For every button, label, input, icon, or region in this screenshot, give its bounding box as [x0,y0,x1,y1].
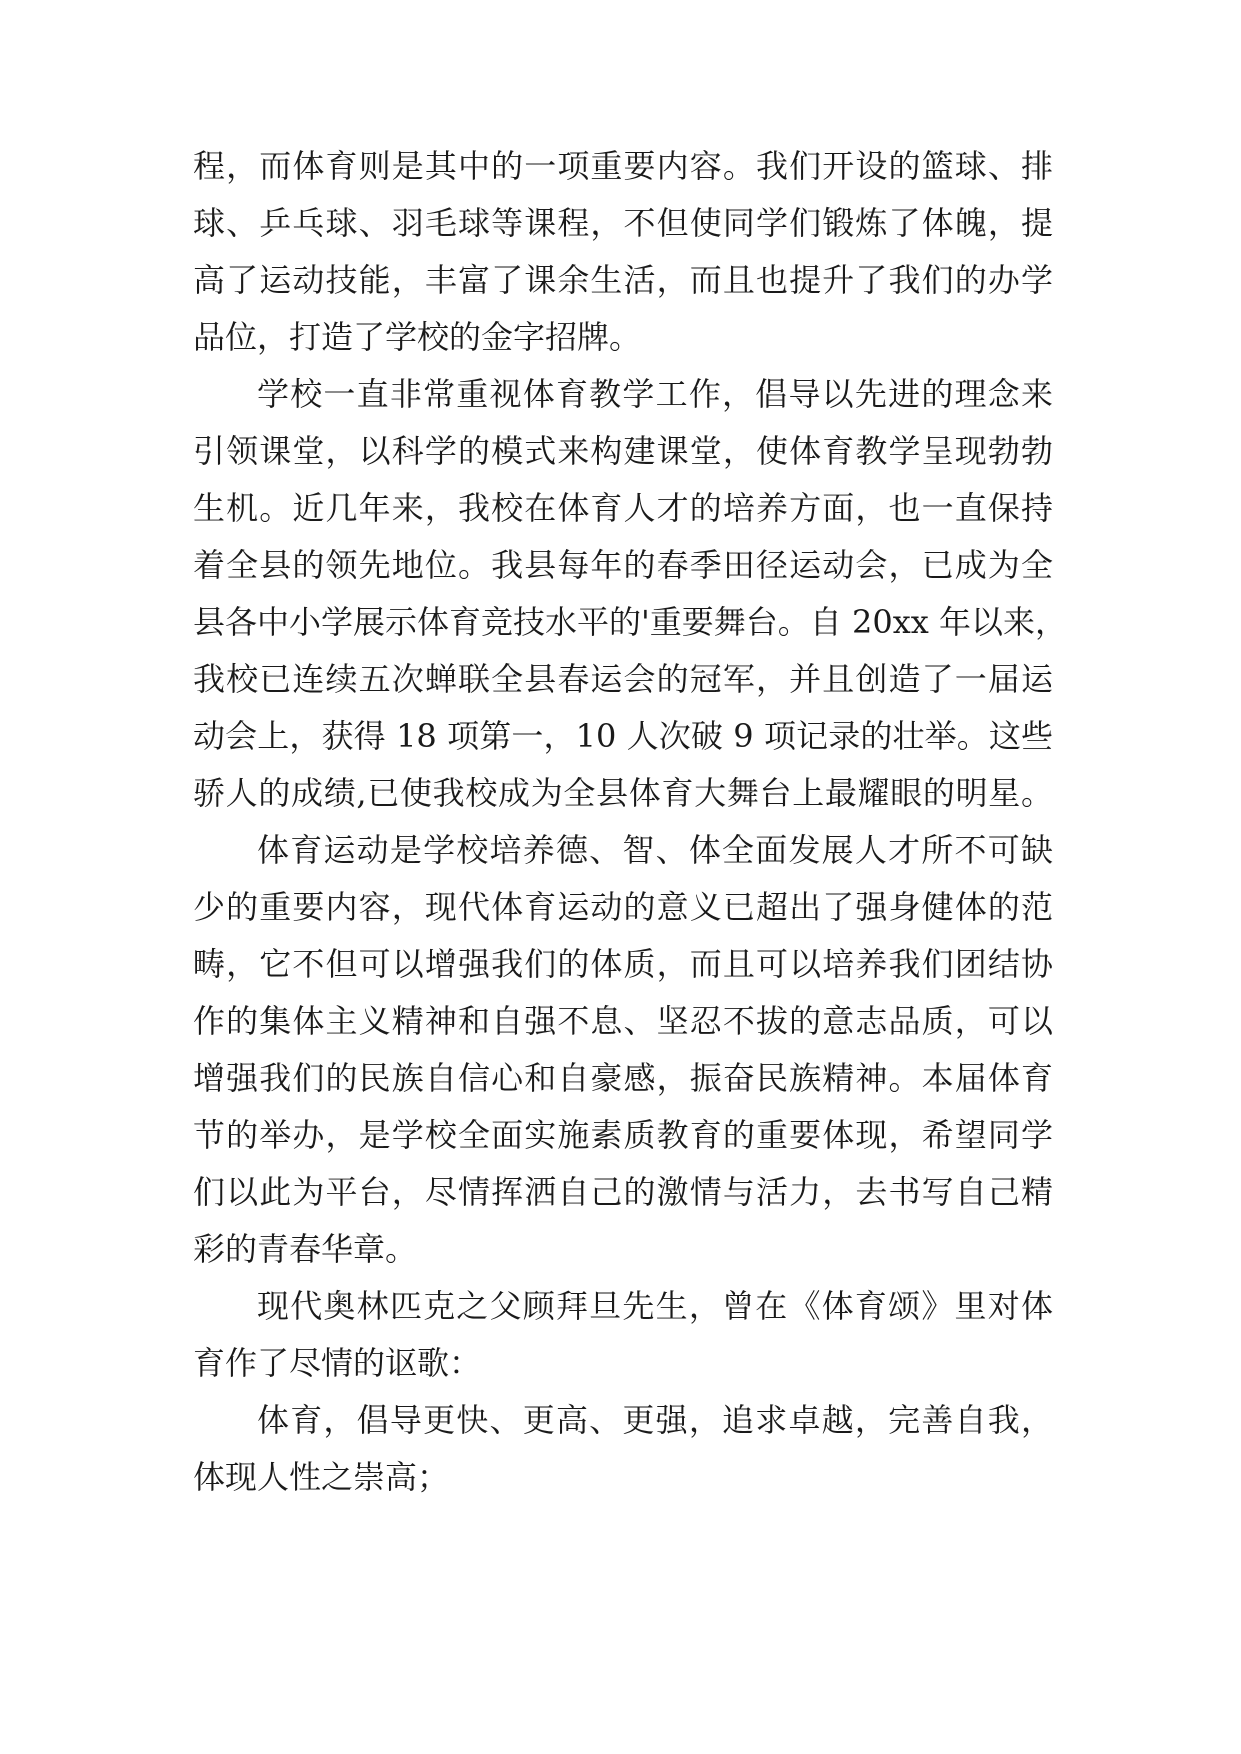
paragraph-first-line: 现代奥林匹克之父顾拜旦先生，曾在《体育颂》里对体 [257,1287,1053,1325]
text-line: 增强我们的民族自信心和自豪感，振奋民族精神。本届体育 [193,1059,1053,1097]
text-line: 育作了尽情的讴歌： [193,1344,482,1382]
paragraph-first-line: 学校一直非常重视体育教学工作，倡导以先进的理念来 [257,375,1053,413]
text-line: 体现人性之崇高； [193,1458,450,1496]
text-line: 球、乒乓球、羽毛球等课程，不但使同学们锻炼了体魄，提 [193,204,1053,242]
text-line: 骄人的成绩,已使我校成为全县体育大舞台上最耀眼的明星。 [193,774,1053,812]
text-line: 彩的青春华章。 [193,1230,418,1268]
paragraph-first-line: 体育运动是学校培养德、智、体全面发展人才所不可缺 [257,831,1053,869]
text-line: 我校已连续五次蝉联全县春运会的冠军，并且创造了一届运 [193,660,1053,698]
text-line: 生机。近几年来，我校在体育人才的培养方面，也一直保持 [193,489,1053,527]
text-line: 少的重要内容，现代体育运动的意义已超出了强身健体的范 [193,888,1053,926]
paragraph-first-line: 体育，倡导更快、更高、更强，追求卓越，完善自我， [257,1401,1053,1439]
text-line: 高了运动技能，丰富了课余生活，而且也提升了我们的办学 [193,261,1053,299]
text-line: 品位，打造了学校的金字招牌。 [193,318,642,356]
text-line: 县各中小学展示体育竞技水平的'重要舞台。自 20xx 年以来， [193,603,1067,641]
text-line: 引领课堂，以科学的模式来构建课堂，使体育教学呈现勃勃 [193,432,1053,470]
text-line: 程，而体育则是其中的一项重要内容。我们开设的篮球、排 [193,147,1053,185]
text-line: 着全县的领先地位。我县每年的春季田径运动会，已成为全 [193,546,1053,584]
text-line: 们以此为平台，尽情挥洒自己的激情与活力，去书写自己精 [193,1173,1053,1211]
text-line: 作的集体主义精神和自强不息、坚忍不拔的意志品质，可以 [193,1002,1053,1040]
text-line: 畴，它不但可以增强我们的体质，而且可以培养我们团结协 [193,945,1053,983]
text-line: 动会上，获得 18 项第一，10 人次破 9 项记录的壮举。这些 [193,717,1053,755]
text-line: 节的举办，是学校全面实施素质教育的重要体现，希望同学 [193,1116,1053,1154]
